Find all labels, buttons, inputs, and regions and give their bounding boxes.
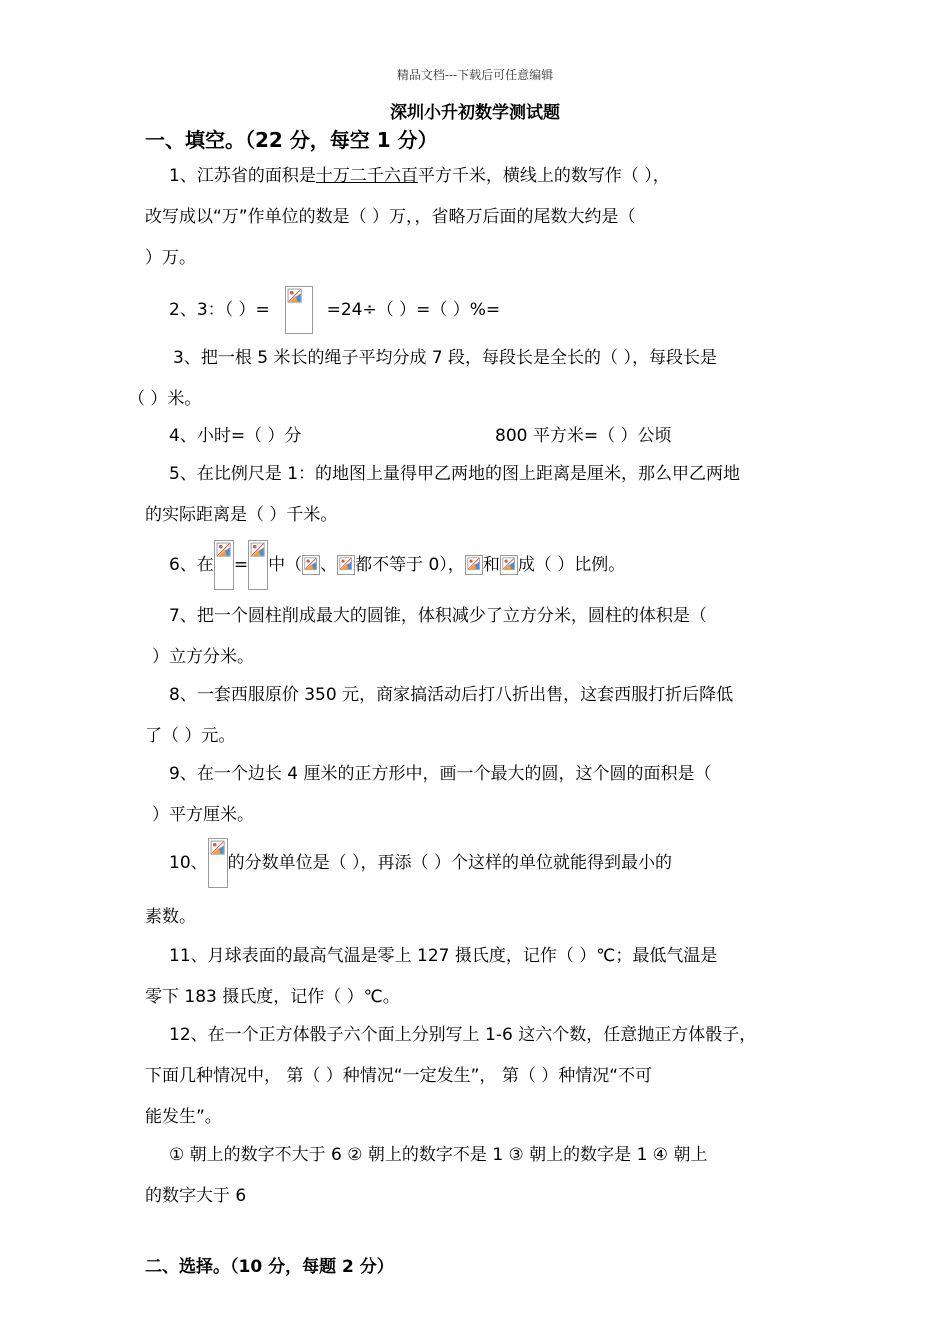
question-12-line-2: 下面几种情况中， 第（ ）种情况“一定发生”， 第（ ）种情况“不可 [145, 1066, 653, 1086]
question-1-underlined-number: 十万二千六百 [315, 166, 418, 186]
question-1-line-2: 改写成以“万”作单位的数是（ ）万，，省略万后面的尾数大约是（ [145, 207, 636, 227]
question-6-text-d: 和 [482, 555, 500, 575]
fraction-image-icon [214, 540, 234, 590]
question-10-text-b: 的分数单位是（ ），再添（ ）个这样的单位就能得到最小的 [227, 853, 672, 873]
question-9-line-1: 9、在一个边长 4 厘米的正方形中，画一个最大的圆，这个圆的面积是（ [169, 764, 712, 784]
page-header: 精品文档---下载后可任意编辑 [396, 68, 554, 82]
question-9-line-2: ）平方厘米。 [152, 805, 254, 825]
question-3-line-2: （ ）米。 [128, 389, 202, 409]
question-4-part-b: 800 平方米=（ ）公顷 [495, 426, 672, 446]
variable-image-icon [337, 555, 355, 575]
question-10-line [169, 838, 672, 888]
question-4-part-a: 4、小时=（ ）分 [169, 426, 302, 446]
question-5-line-2: 的实际距离是（ ）千米。 [145, 505, 338, 525]
question-12-line-3: 能发生”。 [145, 1107, 222, 1127]
question-12-options-line-1: ① 朝上的数字不大于 6 ② 朝上的数字不是 1 ③ 朝上的数字是 1 ④ 朝上 [169, 1145, 708, 1165]
fraction-image-icon [248, 540, 268, 590]
question-2-text-b: =24÷（ ）=（ ）%= [326, 300, 501, 320]
question-2-text-a: 2、3：（ ）= [169, 300, 270, 320]
question-1-line-3: ）万。 [145, 248, 196, 268]
equals-sign: = [233, 555, 249, 575]
question-8-line-1: 8、一套西服原价 350 元，商家搞活动后打八折出售，这套西服打折后降低 [169, 685, 734, 705]
question-10-line-2: 素数。 [145, 907, 196, 927]
question-1-text-a: 1、江苏省的面积是 [169, 166, 316, 186]
question-6-text-c: 都不等于 0）， [355, 555, 465, 575]
section-choice-heading: 二、选择。（10 分，每题 2 分） [145, 1257, 394, 1277]
question-6-line [169, 540, 625, 590]
variable-image-icon [465, 555, 483, 575]
page-title: 深圳小升初数学测试题 [390, 103, 560, 123]
question-12-options-line-2: 的数字大于 6 [145, 1186, 247, 1206]
question-5-line-1: 5、在比例尺是 1：的地图上量得甲乙两地的图上距离是厘米，那么甲乙两地 [169, 464, 741, 484]
section-fill-blank-heading: 一、填空。（22 分，每空 1 分） [145, 128, 438, 152]
fraction-image-icon [208, 838, 228, 888]
variable-image-icon [302, 555, 320, 575]
question-10-text-a: 10、 [169, 853, 208, 873]
question-11-line-1: 11、月球表面的最高气温是零上 127 摄氏度，记作（ ）℃；最低气温是 [169, 946, 718, 966]
separator: 、 [320, 555, 338, 575]
question-6-text-a: 6、在 [169, 555, 214, 575]
question-7-line-1: 7、把一个圆柱削成最大的圆锥，体积减少了立方分米，圆柱的体积是（ [169, 606, 707, 626]
fraction-image-icon [285, 286, 313, 334]
question-2-line [169, 286, 500, 334]
question-6-text-b: 中（ [268, 555, 303, 575]
question-6-text-e: 成（ ）比例。 [517, 555, 626, 575]
question-1-line-1 [169, 165, 670, 187]
question-11-line-2: 零下 183 摄氏度，记作（ ）℃。 [145, 987, 400, 1007]
question-8-line-2: 了（ ）元。 [145, 726, 236, 746]
question-3-line-1: 3、把一根 5 米长的绳子平均分成 7 段，每段长是全长的（ ），每段长是 [173, 348, 717, 368]
question-1-text-b: 平方千米，横线上的数写作（ ）， [417, 166, 670, 186]
question-7-line-2: ）立方分米。 [152, 647, 254, 667]
variable-image-icon [500, 555, 518, 575]
question-12-line-1: 12、在一个正方体骰子六个面上分别写上 1-6 这六个数，任意抛正方体骰子， [169, 1025, 757, 1045]
